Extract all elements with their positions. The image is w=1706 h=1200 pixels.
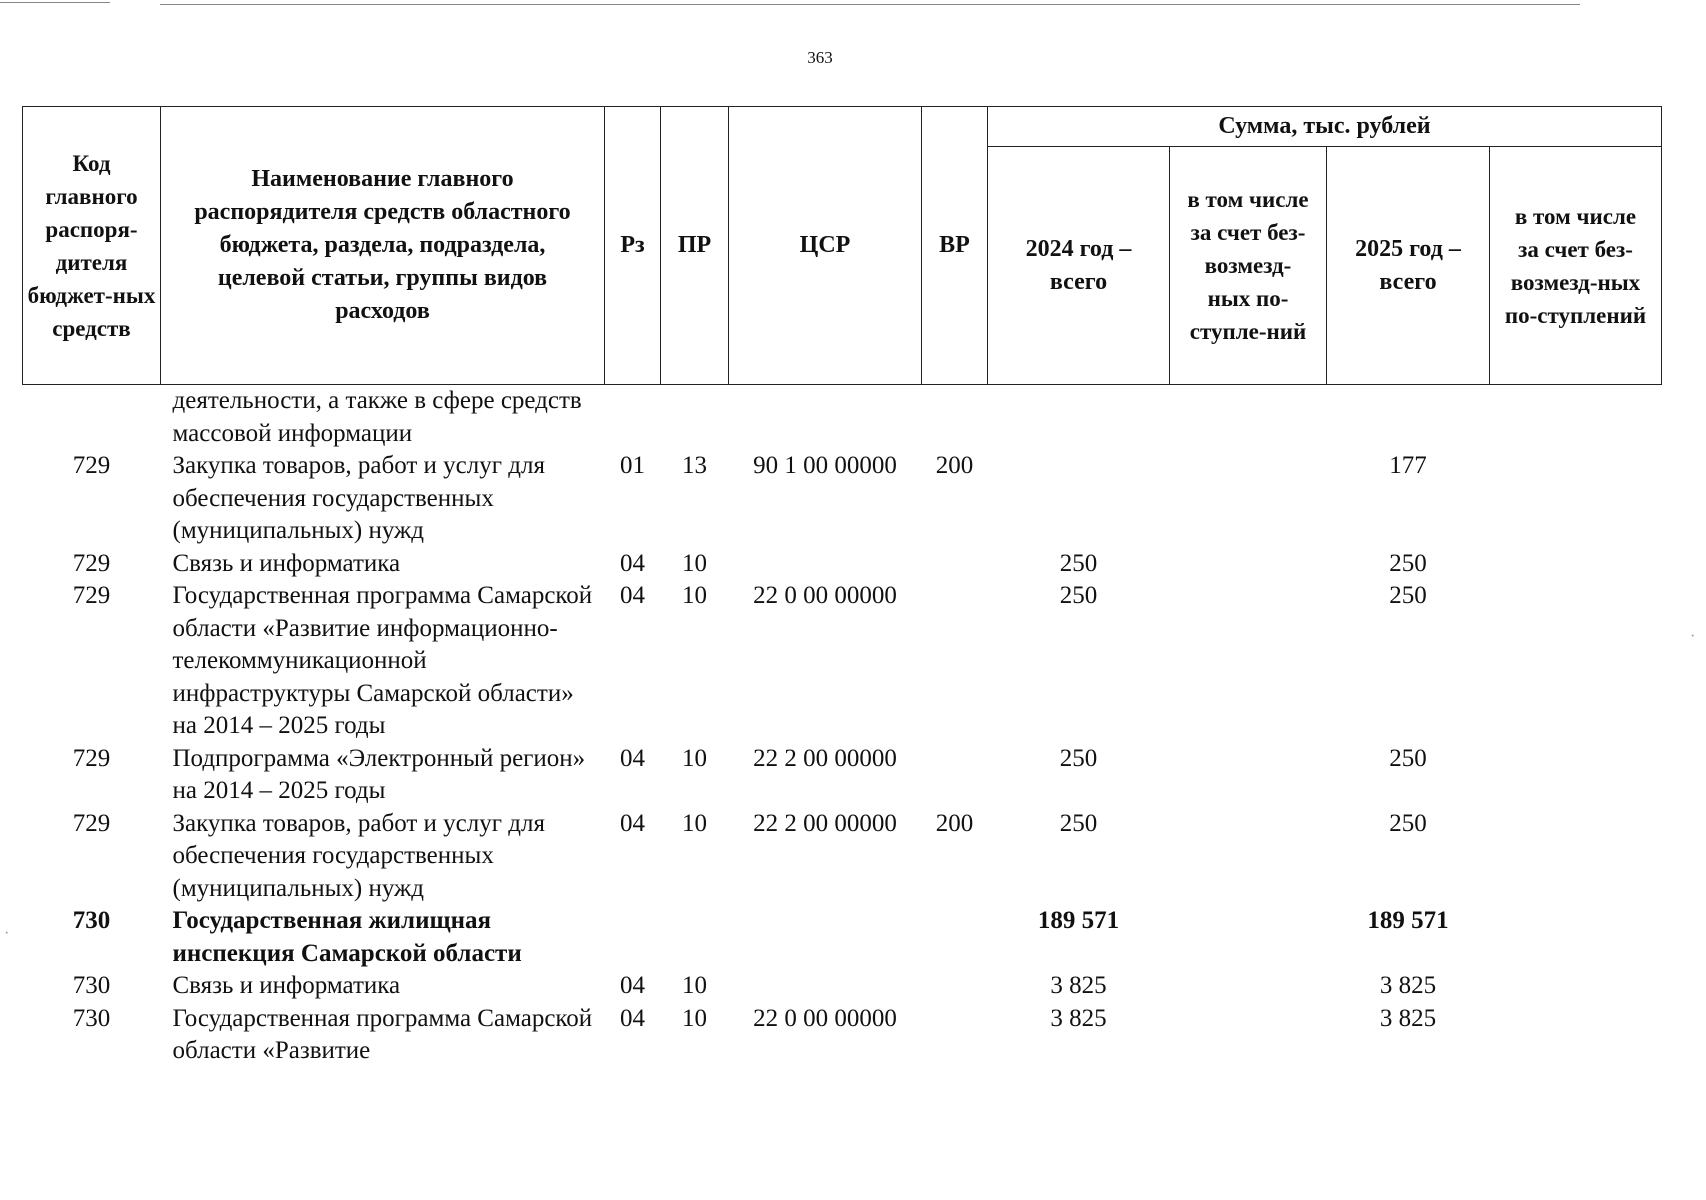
row-vr [922, 385, 988, 451]
row-csr: 90 1 00 00000 [753, 452, 897, 479]
row-name: Связь и информатика [172, 972, 401, 999]
table-row [23, 970, 1662, 1003]
row-2025-free [1490, 1003, 1662, 1068]
row-2025-total: 3 825 [1379, 972, 1437, 999]
table-row [23, 905, 1662, 970]
row-vr [922, 580, 988, 743]
row-2025-total: 250 [1389, 809, 1427, 837]
header-2025-total: 2025 год – всего [1327, 147, 1490, 385]
row-rz: 04 [620, 744, 645, 772]
row-code: 730 [72, 972, 111, 999]
row-pr: 10 [682, 744, 707, 772]
row-code [23, 385, 161, 451]
row-2025-total: 250 [1389, 582, 1427, 609]
row-2024-total: 250 [1059, 809, 1098, 837]
row-2024-total [988, 450, 1170, 548]
row-code: 729 [72, 549, 111, 577]
scan-edge-top [160, 4, 1580, 5]
row-2024-free [1170, 905, 1327, 970]
header-pr: ПР [661, 107, 729, 385]
table-row [23, 1003, 1662, 1068]
row-code: 729 [72, 744, 111, 772]
row-name: Закупка товаров, работ и услуг для обеспечения государственных (муниципальных) нужд [172, 809, 545, 902]
row-csr: 22 2 00 00000 [753, 809, 897, 837]
row-rz: 04 [620, 549, 645, 577]
row-pr: 10 [682, 549, 707, 577]
row-vr: 200 [935, 809, 974, 837]
row-2024-total: 250 [1059, 549, 1098, 577]
row-name: Государственная программа Самарской области «Развитие [172, 1004, 593, 1064]
row-2025-free [1490, 450, 1662, 548]
row-2024-total: 189 571 [1037, 907, 1120, 934]
row-vr [922, 743, 988, 808]
row-rz: 04 [620, 972, 645, 999]
row-pr: 10 [682, 582, 707, 609]
row-name: Закупка товаров, работ и услуг для обеспечения государственных (муниципальных) нужд [172, 452, 545, 544]
row-2024-free [1170, 580, 1327, 743]
row-2025-free [1490, 743, 1662, 808]
header-csr: ЦСР [729, 107, 922, 385]
header-2024-total: 2024 год – всего [988, 147, 1170, 385]
table-header [23, 107, 1662, 385]
row-2025-total [1327, 385, 1490, 451]
row-2024-free [1170, 548, 1327, 581]
row-code: 730 [72, 1004, 111, 1032]
row-2025-free [1490, 970, 1662, 1003]
table-body [23, 385, 1662, 1068]
row-code: 729 [72, 582, 111, 609]
row-2025-free [1490, 548, 1662, 581]
table-row [23, 580, 1662, 743]
row-csr [729, 905, 922, 970]
table-row [23, 743, 1662, 808]
row-csr: 22 2 00 00000 [753, 744, 897, 772]
table-row [23, 808, 1662, 906]
row-name: Связь и информатика [172, 549, 401, 577]
row-rz [605, 905, 661, 970]
row-rz: 01 [620, 452, 645, 479]
row-csr [729, 548, 922, 581]
row-vr [922, 905, 988, 970]
row-2025-free [1490, 580, 1662, 743]
header-sum-group: Сумма, тыс. рублей [988, 107, 1662, 147]
row-csr: 22 0 00 00000 [753, 1004, 897, 1032]
row-2024-total: 250 [1059, 744, 1098, 772]
row-2025-total: 189 571 [1367, 907, 1449, 934]
row-2025-free [1490, 905, 1662, 970]
row-2025-total: 177 [1389, 452, 1427, 479]
header-vr: ВР [922, 107, 988, 385]
row-2024-total: 3 825 [1050, 972, 1107, 999]
table-row [23, 450, 1662, 548]
budget-table [22, 106, 1662, 1068]
scan-edge-top-left [0, 2, 110, 3]
row-rz: 04 [620, 1004, 645, 1032]
scan-speck-left: · [4, 925, 10, 942]
header-code: Код главного распоря-дителя бюджет-ных средств [23, 107, 161, 385]
row-csr: 22 0 00 00000 [753, 582, 897, 609]
row-csr [729, 970, 922, 1003]
row-name: Подпрограмма «Электронный регион» на 2014 – 2025 годы [172, 744, 586, 804]
row-vr [922, 1003, 988, 1068]
row-2025-total: 250 [1389, 549, 1427, 577]
scan-speck-right: · [1690, 628, 1696, 645]
row-vr [922, 970, 988, 1003]
row-rz [605, 385, 661, 451]
row-pr [661, 385, 729, 451]
row-pr: 10 [682, 1004, 707, 1032]
row-rz: 04 [620, 582, 645, 609]
row-2024-free [1170, 385, 1327, 451]
row-code: 730 [72, 907, 111, 934]
page-number: 363 [807, 48, 833, 67]
header-rz: Рз [605, 107, 661, 385]
row-vr: 200 [935, 452, 974, 479]
row-2024-free [1170, 808, 1327, 906]
row-2024-total [988, 385, 1170, 451]
row-2024-total: 250 [1059, 582, 1098, 609]
row-code: 729 [72, 809, 111, 837]
table-row [23, 385, 1662, 451]
row-2025-total: 250 [1389, 744, 1427, 772]
row-2024-free [1170, 970, 1327, 1003]
header-2024-free: в том числе за счет без-возмезд-ных по-ступле-ний [1170, 147, 1327, 385]
row-csr [729, 385, 922, 451]
row-2024-free [1170, 1003, 1327, 1068]
table-row [23, 548, 1662, 581]
row-rz: 04 [620, 809, 645, 837]
row-2025-free [1490, 808, 1662, 906]
row-name: Государственная жилищная инспекция Самарской области [172, 907, 522, 967]
row-2025-total: 3 825 [1379, 1004, 1437, 1032]
row-pr [661, 905, 729, 970]
row-pr: 10 [682, 972, 707, 999]
header-2025-free: в том числе за счет без-возмезд-ных по-ступлений [1490, 147, 1662, 385]
row-2024-free [1170, 450, 1327, 548]
row-vr [922, 548, 988, 581]
row-code: 729 [72, 452, 111, 479]
row-2025-free [1490, 385, 1662, 451]
row-2024-free [1170, 743, 1327, 808]
row-name: Государственная программа Самарской области «Развитие информационно-телекоммуникационной инфраструктуры Самарской области» на 2014 – 2025 годы [172, 582, 593, 739]
row-2024-total: 3 825 [1050, 1004, 1107, 1032]
row-name: деятельности, а также в сфере средств массовой информации [172, 387, 582, 447]
header-name: Наименование главного распорядителя средств областного бюджета, раздела, подраздела, целевой статьи, группы видов расходов [161, 107, 605, 385]
row-pr: 10 [682, 809, 707, 837]
row-pr: 13 [682, 452, 707, 479]
